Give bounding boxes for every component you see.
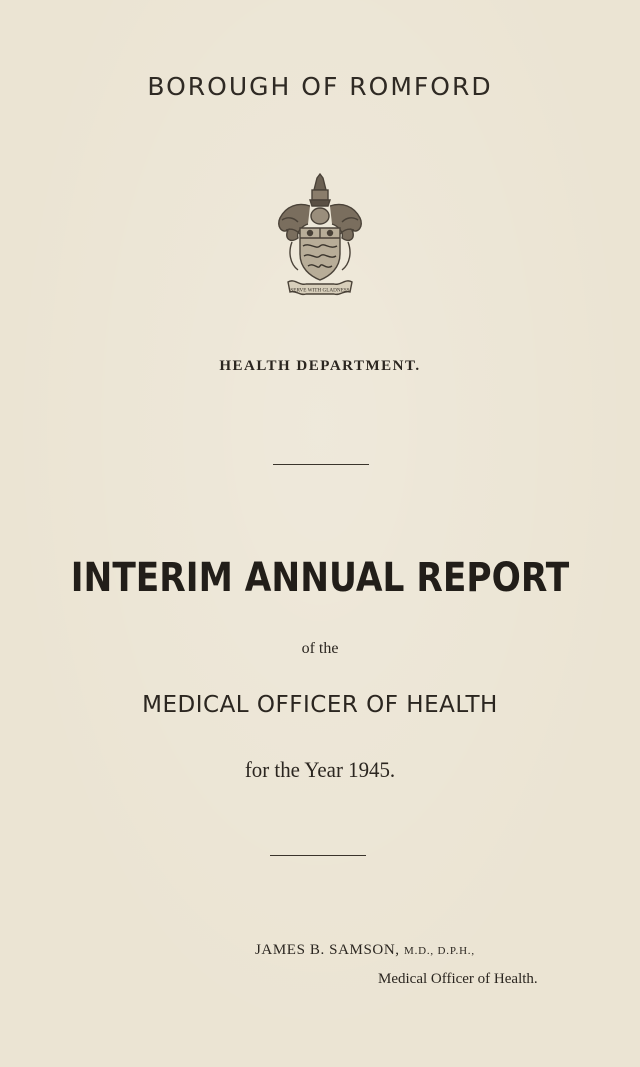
author-name: JAMES B. SAMSON, xyxy=(255,942,400,958)
borough-heading: BOROUGH OF ROMFORD xyxy=(147,72,493,101)
author-qualifications: M.D., D.P.H., xyxy=(404,945,475,957)
department-heading: HEALTH DEPARTMENT. xyxy=(219,358,421,374)
report-year: for the Year 1945. xyxy=(244,757,396,782)
report-title: INTERIM ANNUAL REPORT xyxy=(70,555,570,601)
divider-rule xyxy=(273,464,369,465)
of-the-text: of the xyxy=(301,640,339,657)
author-line xyxy=(255,942,475,959)
coat-of-arms-icon xyxy=(270,172,370,302)
author-position: Medical Officer of Health. xyxy=(378,971,538,987)
divider-rule xyxy=(270,855,366,856)
officer-title: MEDICAL OFFICER OF HEALTH xyxy=(142,692,498,718)
crest-motto: SERVE WITH GLADNESS xyxy=(290,287,350,294)
